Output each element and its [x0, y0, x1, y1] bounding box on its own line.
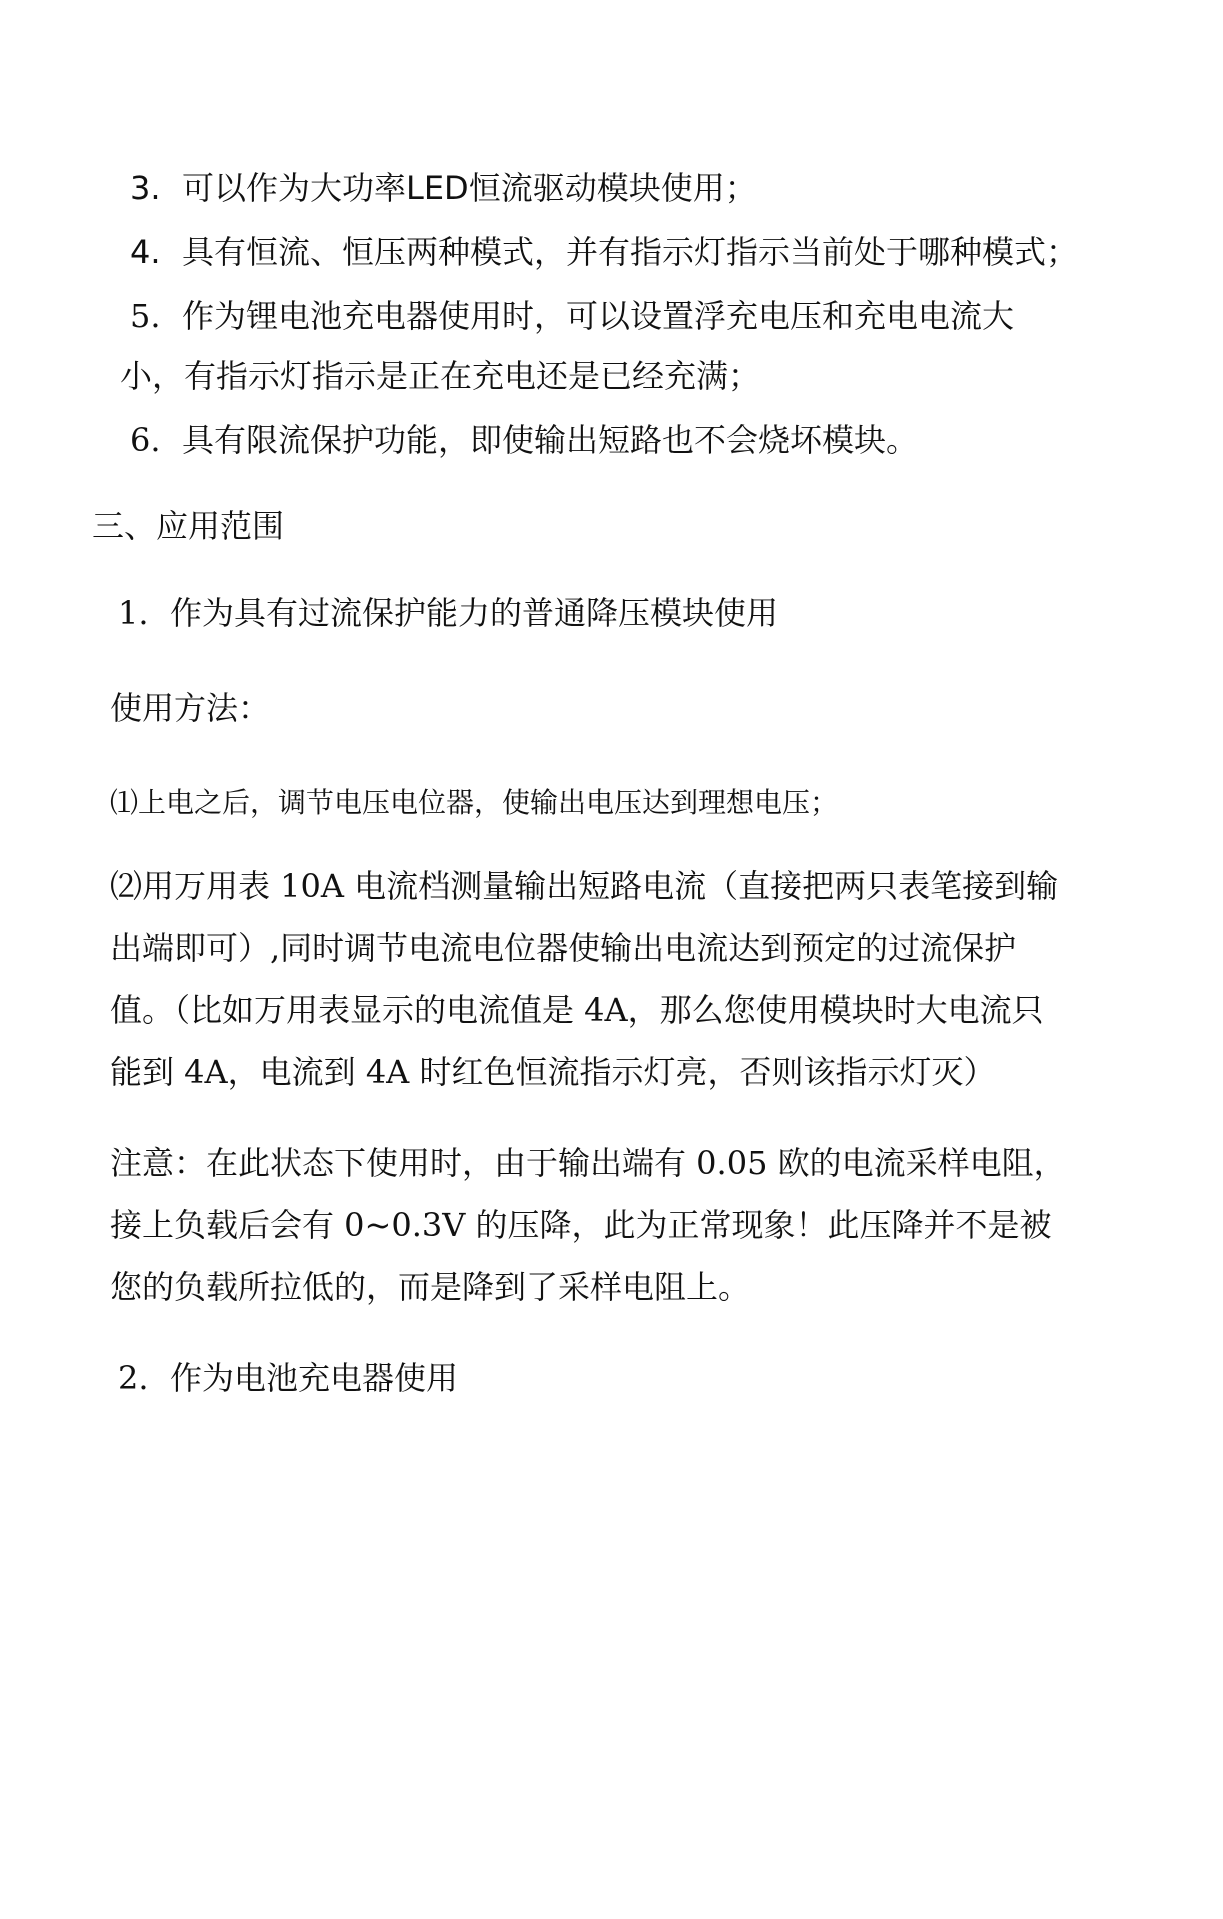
section-heading-text: 三、应用范围: [92, 507, 285, 545]
note-line-2: [110, 1205, 1052, 1245]
list-number: 2.: [118, 1359, 149, 1397]
feature-item-6: [130, 420, 918, 460]
usage-2-title: [118, 1358, 458, 1398]
note-line-3: [110, 1267, 750, 1307]
list-number: 3.: [130, 169, 161, 207]
step-2-text: ⑵用万用表 10A 电流档测量输出短路电流（直接把两只表笔接到输: [110, 867, 1059, 905]
list-text: 小，有指示灯指示是正在充电还是已经充满；: [120, 357, 761, 395]
feature-item-4: [130, 232, 1078, 272]
step-2-line-2: [110, 928, 1016, 968]
method-label: [110, 688, 270, 728]
method-label-text: 使用方法：: [110, 689, 271, 727]
step-1-text: ⑴上电之后，调节电压电位器，使输出电压达到理想电压；: [110, 786, 839, 819]
usage-title-text: 作为具有过流保护能力的普通降压模块使用: [170, 594, 779, 632]
section-heading: [92, 506, 284, 546]
list-text: 具有恒流、恒压两种模式，并有指示灯指示当前处于哪种模式；: [182, 233, 1079, 271]
step-2-line-1: [110, 866, 1058, 906]
usage-title-text: 作为电池充电器使用: [170, 1359, 459, 1397]
list-text: 作为锂电池充电器使用时，可以设置浮充电压和充电电流大: [182, 297, 1015, 335]
usage-1-title: [118, 593, 778, 633]
list-number: 4.: [130, 233, 161, 271]
list-number: 5.: [130, 297, 161, 335]
step-2-line-4: [110, 1052, 995, 1092]
list-number: 1.: [118, 594, 149, 632]
list-number: 6.: [130, 421, 161, 459]
feature-item-5: [130, 296, 1014, 336]
step-2-line-3: [110, 990, 1044, 1030]
feature-item-3: [130, 168, 757, 208]
step-2-text: 值。（比如万用表显示的电流值是 4A，那么您使用模块时大电流只: [110, 991, 1044, 1029]
note-text: 接上负载后会有 0~0.3V 的压降，此为正常现象！此压降并不是被: [110, 1206, 1052, 1244]
step-2-text: 能到 4A，电流到 4A 时红色恒流指示灯亮，否则该指示灯灭）: [110, 1053, 996, 1091]
note-text: 注意：在此状态下使用时，由于输出端有 0.05 欧的电流采样电阻，: [110, 1144, 1066, 1182]
step-1: [110, 783, 838, 823]
note-text: 您的负载所拉低的，而是降到了采样电阻上。: [110, 1268, 751, 1306]
list-text: 可以作为大功率LED恒流驱动模块使用；: [182, 169, 757, 207]
step-2-text: 出端即可）,同时调节电流电位器使输出电流达到预定的过流保护: [110, 929, 1017, 967]
list-text: 具有限流保护功能，即使输出短路也不会烧坏模块。: [182, 421, 919, 459]
note-line-1: [110, 1143, 1066, 1183]
feature-item-5-continued: [120, 356, 760, 396]
